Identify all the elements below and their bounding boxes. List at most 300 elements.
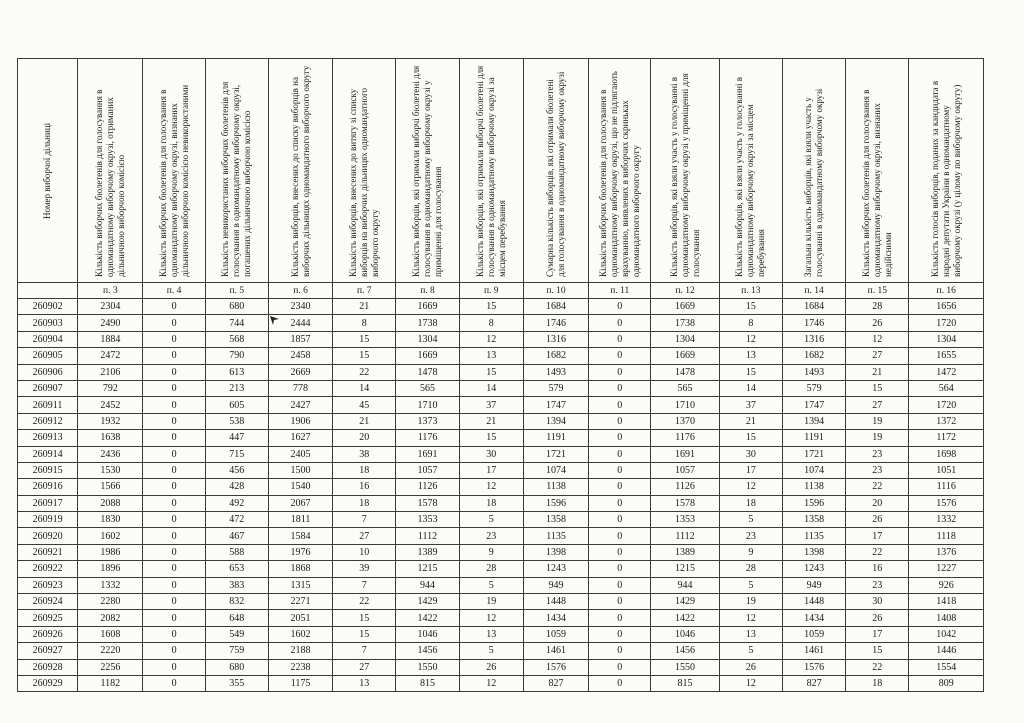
table-cell: 30 <box>719 446 782 462</box>
table-cell: 1456 <box>396 643 459 659</box>
table-cell: 1135 <box>782 528 845 544</box>
station-number-cell: 260902 <box>18 299 78 315</box>
table-cell: 1176 <box>651 430 719 446</box>
table-cell: 447 <box>205 430 268 446</box>
table-cell: 15 <box>333 610 396 626</box>
table-cell: 26 <box>846 610 909 626</box>
table-cell: 1176 <box>396 430 459 446</box>
table-cell: 213 <box>205 380 268 396</box>
table-cell: 15 <box>459 364 523 380</box>
table-cell: 26 <box>846 512 909 528</box>
table-cell: 39 <box>333 561 396 577</box>
table-cell: 1074 <box>523 462 588 478</box>
table-cell: 23 <box>846 577 909 593</box>
table-cell: 1304 <box>396 331 459 347</box>
table-cell: 1738 <box>396 315 459 331</box>
table-cell: 30 <box>846 594 909 610</box>
table-cell: 1358 <box>523 512 588 528</box>
station-number-cell: 260904 <box>18 331 78 347</box>
table-cell: 0 <box>589 643 651 659</box>
table-cell: 0 <box>143 643 205 659</box>
table-cell: 1669 <box>651 299 719 315</box>
table-cell: 2256 <box>78 659 143 675</box>
table-cell: 2106 <box>78 364 143 380</box>
table-cell: 1976 <box>268 544 332 560</box>
table-cell: 0 <box>589 528 651 544</box>
table-cell: 1669 <box>396 348 459 364</box>
table-cell: 0 <box>143 528 205 544</box>
table-cell: 1811 <box>268 512 332 528</box>
table-cell: 18 <box>719 495 782 511</box>
table-cell: 0 <box>143 430 205 446</box>
table-cell: 17 <box>846 528 909 544</box>
table-cell: 2280 <box>78 594 143 610</box>
table-cell: 1608 <box>78 626 143 642</box>
table-cell: 17 <box>719 462 782 478</box>
table-cell: 7 <box>333 512 396 528</box>
results-table <box>17 58 984 692</box>
table-cell: 1389 <box>651 544 719 560</box>
table-cell: 5 <box>459 577 523 593</box>
table-cell: 15 <box>459 430 523 446</box>
table-cell: 7 <box>333 643 396 659</box>
table-cell: 680 <box>205 659 268 675</box>
table-cell: 17 <box>846 626 909 642</box>
table-cell: 0 <box>143 364 205 380</box>
table-cell: 5 <box>459 512 523 528</box>
column-header-label: Кількість виборців, які взяли участь у голосуванні в одномандатному виборчому окрузі у приміщенні для голосування <box>668 72 701 277</box>
table-cell: 565 <box>651 380 719 396</box>
table-cell: 1906 <box>268 413 332 429</box>
table-cell: 0 <box>589 495 651 511</box>
table-cell: 12 <box>459 610 523 626</box>
table-row <box>18 626 984 642</box>
table-cell: 1448 <box>523 594 588 610</box>
table-cell: 1655 <box>909 348 984 364</box>
table-cell: 1720 <box>909 315 984 331</box>
column-number-10: п. 12 <box>651 283 719 299</box>
table-cell: 1243 <box>782 561 845 577</box>
table-cell: 1304 <box>651 331 719 347</box>
table-cell: 2067 <box>268 495 332 511</box>
table-cell: 0 <box>589 544 651 560</box>
table-cell: 12 <box>459 331 523 347</box>
table-cell: 2082 <box>78 610 143 626</box>
table-cell: 0 <box>589 512 651 528</box>
table-cell: 1461 <box>782 643 845 659</box>
table-cell: 1138 <box>523 479 588 495</box>
table-cell: 815 <box>396 675 459 691</box>
table-cell: 1370 <box>651 413 719 429</box>
table-cell: 37 <box>719 397 782 413</box>
table-cell: 18 <box>333 462 396 478</box>
table-cell: 1448 <box>782 594 845 610</box>
table-cell: 744 <box>205 315 268 331</box>
table-cell: 1191 <box>523 430 588 446</box>
table-cell: 1747 <box>523 397 588 413</box>
table-cell: 1550 <box>651 659 719 675</box>
table-cell: 0 <box>589 594 651 610</box>
table-cell: 1172 <box>909 430 984 446</box>
table-cell: 1126 <box>651 479 719 495</box>
table-cell: 1042 <box>909 626 984 642</box>
table-cell: 1059 <box>782 626 845 642</box>
table-cell: 8 <box>719 315 782 331</box>
column-header-0 <box>18 59 78 283</box>
table-cell: 1584 <box>268 528 332 544</box>
table-cell: 605 <box>205 397 268 413</box>
table-cell: 1691 <box>651 446 719 462</box>
table-cell: 0 <box>589 430 651 446</box>
table-row <box>18 594 984 610</box>
table-cell: 19 <box>719 594 782 610</box>
table-cell: 1138 <box>782 479 845 495</box>
table-cell: 19 <box>459 594 523 610</box>
table-cell: 1116 <box>909 479 984 495</box>
station-number-cell: 260925 <box>18 610 78 626</box>
table-row <box>18 446 984 462</box>
table-cell: 8 <box>333 315 396 331</box>
table-cell: 1830 <box>78 512 143 528</box>
table-cell: 1118 <box>909 528 984 544</box>
table-cell: 1656 <box>909 299 984 315</box>
table-cell: 1576 <box>909 495 984 511</box>
table-cell: 1627 <box>268 430 332 446</box>
table-cell: 0 <box>589 380 651 396</box>
table-cell: 680 <box>205 299 268 315</box>
table-cell: 14 <box>459 380 523 396</box>
table-cell: 38 <box>333 446 396 462</box>
column-header-7 <box>459 59 523 283</box>
table-row <box>18 643 984 659</box>
table-cell: 2188 <box>268 643 332 659</box>
table-cell: 1456 <box>651 643 719 659</box>
table-cell: 653 <box>205 561 268 577</box>
table-cell: 23 <box>459 528 523 544</box>
column-number-12: п. 14 <box>782 283 845 299</box>
table-cell: 1434 <box>782 610 845 626</box>
table-cell: 1720 <box>909 397 984 413</box>
table-cell: 1215 <box>396 561 459 577</box>
table-cell: 23 <box>846 446 909 462</box>
table-body <box>18 299 984 692</box>
table-row <box>18 479 984 495</box>
column-header-9 <box>589 59 651 283</box>
column-header-6 <box>396 59 459 283</box>
table-cell: 1550 <box>396 659 459 675</box>
table-cell: 28 <box>459 561 523 577</box>
table-cell: 27 <box>333 659 396 675</box>
table-cell: 0 <box>589 348 651 364</box>
table-row <box>18 659 984 675</box>
column-header-8 <box>523 59 588 283</box>
table-cell: 1478 <box>396 364 459 380</box>
table-cell: 15 <box>333 348 396 364</box>
table-cell: 1422 <box>396 610 459 626</box>
table-cell: 1554 <box>909 659 984 675</box>
table-cell: 2452 <box>78 397 143 413</box>
column-number-2: п. 4 <box>143 283 205 299</box>
table-cell: 13 <box>719 348 782 364</box>
table-cell: 0 <box>143 479 205 495</box>
table-cell: 9 <box>719 544 782 560</box>
table-cell: 568 <box>205 331 268 347</box>
table-cell: 15 <box>719 364 782 380</box>
table-cell: 12 <box>719 610 782 626</box>
header-row <box>18 59 984 283</box>
table-cell: 1389 <box>396 544 459 560</box>
table-cell: 37 <box>459 397 523 413</box>
table-row <box>18 544 984 560</box>
table-cell: 565 <box>396 380 459 396</box>
table-cell: 832 <box>205 594 268 610</box>
table-cell: 778 <box>268 380 332 396</box>
table-cell: 1596 <box>782 495 845 511</box>
table-cell: 15 <box>846 380 909 396</box>
column-number-5: п. 7 <box>333 283 396 299</box>
table-cell: 0 <box>143 348 205 364</box>
table-cell: 1182 <box>78 675 143 691</box>
table-cell: 12 <box>459 675 523 691</box>
table-cell: 456 <box>205 462 268 478</box>
column-header-3 <box>205 59 268 283</box>
table-cell: 0 <box>589 577 651 593</box>
table-cell: 1710 <box>651 397 719 413</box>
table-cell: 0 <box>589 610 651 626</box>
table-cell: 0 <box>143 659 205 675</box>
table-cell: 815 <box>651 675 719 691</box>
table-cell: 1398 <box>782 544 845 560</box>
station-number-cell: 260917 <box>18 495 78 511</box>
table-cell: 0 <box>143 495 205 511</box>
table-cell: 21 <box>459 413 523 429</box>
station-number-cell: 260912 <box>18 413 78 429</box>
station-number-cell: 260929 <box>18 675 78 691</box>
table-cell: 944 <box>396 577 459 593</box>
table-cell: 19 <box>846 413 909 429</box>
table-cell: 1304 <box>909 331 984 347</box>
column-header-12 <box>782 59 845 283</box>
column-header-10 <box>651 59 719 283</box>
table-cell: 21 <box>719 413 782 429</box>
table-cell: 12 <box>719 479 782 495</box>
table-cell: 2427 <box>268 397 332 413</box>
table-cell: 18 <box>846 675 909 691</box>
table-cell: 1684 <box>782 299 845 315</box>
table-cell: 18 <box>459 495 523 511</box>
table-cell: 2436 <box>78 446 143 462</box>
table-cell: 0 <box>143 512 205 528</box>
column-header-2 <box>143 59 205 283</box>
table-cell: 1493 <box>523 364 588 380</box>
table-cell: 16 <box>846 561 909 577</box>
table-cell: 5 <box>719 577 782 593</box>
column-header-11 <box>719 59 782 283</box>
table-cell: 0 <box>589 462 651 478</box>
table-cell: 1243 <box>523 561 588 577</box>
station-number-cell: 260903 <box>18 315 78 331</box>
table-row <box>18 462 984 478</box>
table-cell: 0 <box>143 561 205 577</box>
table-cell: 15 <box>459 299 523 315</box>
table-cell: 1376 <box>909 544 984 560</box>
table-cell: 0 <box>143 315 205 331</box>
table-cell: 22 <box>333 364 396 380</box>
table-cell: 13 <box>333 675 396 691</box>
column-number-13: п. 15 <box>846 283 909 299</box>
table-cell: 0 <box>589 626 651 642</box>
table-row <box>18 364 984 380</box>
table-cell: 30 <box>459 446 523 462</box>
table-cell: 492 <box>205 495 268 511</box>
table-cell: 467 <box>205 528 268 544</box>
table-cell: 23 <box>719 528 782 544</box>
table-cell: 0 <box>143 380 205 396</box>
column-header-4 <box>268 59 332 283</box>
column-number-14: п. 16 <box>909 283 984 299</box>
table-cell: 1578 <box>396 495 459 511</box>
table-cell: 715 <box>205 446 268 462</box>
column-header-1 <box>78 59 143 283</box>
table-cell: 1540 <box>268 479 332 495</box>
table-cell: 1051 <box>909 462 984 478</box>
station-number-cell: 260906 <box>18 364 78 380</box>
column-header-label: Кількість голосів виборців, поданих за кандидата в народні депутати України в одномандатному виборчому окрузі (у цілому по виборчому округу) <box>929 80 962 277</box>
table-cell: 1576 <box>523 659 588 675</box>
table-cell: 1461 <box>523 643 588 659</box>
station-number-cell: 260911 <box>18 397 78 413</box>
station-number-cell: 260916 <box>18 479 78 495</box>
table-cell: 1602 <box>268 626 332 642</box>
table-cell: 1398 <box>523 544 588 560</box>
column-header-label: Кількість виборців, які отримали виборчі бюлетені для голосування в одномандатному виборчому окрузі за місцем перебування <box>474 65 507 277</box>
table-cell: 1669 <box>396 299 459 315</box>
table-row <box>18 528 984 544</box>
table-cell: 1429 <box>651 594 719 610</box>
table-cell: 2271 <box>268 594 332 610</box>
table-cell: 15 <box>719 430 782 446</box>
table-row <box>18 495 984 511</box>
table-cell: 27 <box>846 348 909 364</box>
table-cell: 26 <box>719 659 782 675</box>
table-cell: 2220 <box>78 643 143 659</box>
table-cell: 15 <box>333 626 396 642</box>
table-cell: 1576 <box>782 659 845 675</box>
table-cell: 1332 <box>78 577 143 593</box>
table-cell: 1747 <box>782 397 845 413</box>
table-cell: 1596 <box>523 495 588 511</box>
table-row <box>18 675 984 691</box>
table-row <box>18 577 984 593</box>
table-cell: 1698 <box>909 446 984 462</box>
table-row <box>18 348 984 364</box>
table-cell: 0 <box>589 315 651 331</box>
table-cell: 1884 <box>78 331 143 347</box>
table-cell: 13 <box>719 626 782 642</box>
table-cell: 759 <box>205 643 268 659</box>
table-cell: 2669 <box>268 364 332 380</box>
column-number-8: п. 10 <box>523 283 588 299</box>
table-cell: 1578 <box>651 495 719 511</box>
table-cell: 8 <box>459 315 523 331</box>
table-cell: 27 <box>333 528 396 544</box>
table-cell: 22 <box>333 594 396 610</box>
table-cell: 0 <box>143 462 205 478</box>
table-cell: 0 <box>589 299 651 315</box>
column-header-label: Номер виборчої дільниці <box>42 122 53 219</box>
table-cell: 1353 <box>396 512 459 528</box>
table-cell: 7 <box>333 577 396 593</box>
table-cell: 1227 <box>909 561 984 577</box>
station-number-cell: 260922 <box>18 561 78 577</box>
table-cell: 12 <box>459 479 523 495</box>
station-number-cell: 260914 <box>18 446 78 462</box>
column-header-label: Кількість невикористаних виборчих бюлетенів для голосування в одномандатному виборчому окрузі, погашених дільничною виборчою комісією <box>220 81 253 277</box>
table-cell: 0 <box>143 299 205 315</box>
table-cell: 5 <box>459 643 523 659</box>
table-cell: 1372 <box>909 413 984 429</box>
table-cell: 18 <box>333 495 396 511</box>
station-number-cell: 260921 <box>18 544 78 560</box>
table-cell: 0 <box>143 675 205 691</box>
table-cell: 26 <box>846 315 909 331</box>
station-number-cell: 260924 <box>18 594 78 610</box>
table-cell: 926 <box>909 577 984 593</box>
table-cell: 1530 <box>78 462 143 478</box>
table-cell: 1112 <box>396 528 459 544</box>
table-cell: 13 <box>459 626 523 642</box>
table-cell: 1358 <box>782 512 845 528</box>
table-cell: 15 <box>719 299 782 315</box>
table-row <box>18 561 984 577</box>
table-cell: 428 <box>205 479 268 495</box>
table-cell: 2304 <box>78 299 143 315</box>
table-cell: 0 <box>589 397 651 413</box>
table-cell: 827 <box>782 675 845 691</box>
table-cell: 613 <box>205 364 268 380</box>
table-cell: 588 <box>205 544 268 560</box>
table-cell: 1316 <box>782 331 845 347</box>
table-cell: 2490 <box>78 315 143 331</box>
table-cell: 0 <box>589 446 651 462</box>
table-cell: 0 <box>589 675 651 691</box>
station-number-cell: 260927 <box>18 643 78 659</box>
table-cell: 28 <box>719 561 782 577</box>
table-cell: 1135 <box>523 528 588 544</box>
table-cell: 1332 <box>909 512 984 528</box>
table-cell: 19 <box>846 430 909 446</box>
table-cell: 1429 <box>396 594 459 610</box>
table-cell: 1316 <box>523 331 588 347</box>
station-number-cell: 260923 <box>18 577 78 593</box>
column-header-5 <box>333 59 396 283</box>
table-cell: 17 <box>459 462 523 478</box>
table-cell: 1059 <box>523 626 588 642</box>
column-header-13 <box>846 59 909 283</box>
table-row <box>18 299 984 315</box>
column-number-11: п. 13 <box>719 283 782 299</box>
table-row <box>18 413 984 429</box>
table-cell: 15 <box>333 331 396 347</box>
table-cell: 1175 <box>268 675 332 691</box>
table-cell: 0 <box>143 626 205 642</box>
station-number-cell: 260913 <box>18 430 78 446</box>
table-cell: 564 <box>909 380 984 396</box>
table-cell: 0 <box>143 544 205 560</box>
table-cell: 12 <box>719 331 782 347</box>
table-cell: 1721 <box>782 446 845 462</box>
column-header-label: Кількість виборців, які взяли участь у голосуванні в одномандатному виборчому окрузі за місцем перебування <box>734 76 767 277</box>
